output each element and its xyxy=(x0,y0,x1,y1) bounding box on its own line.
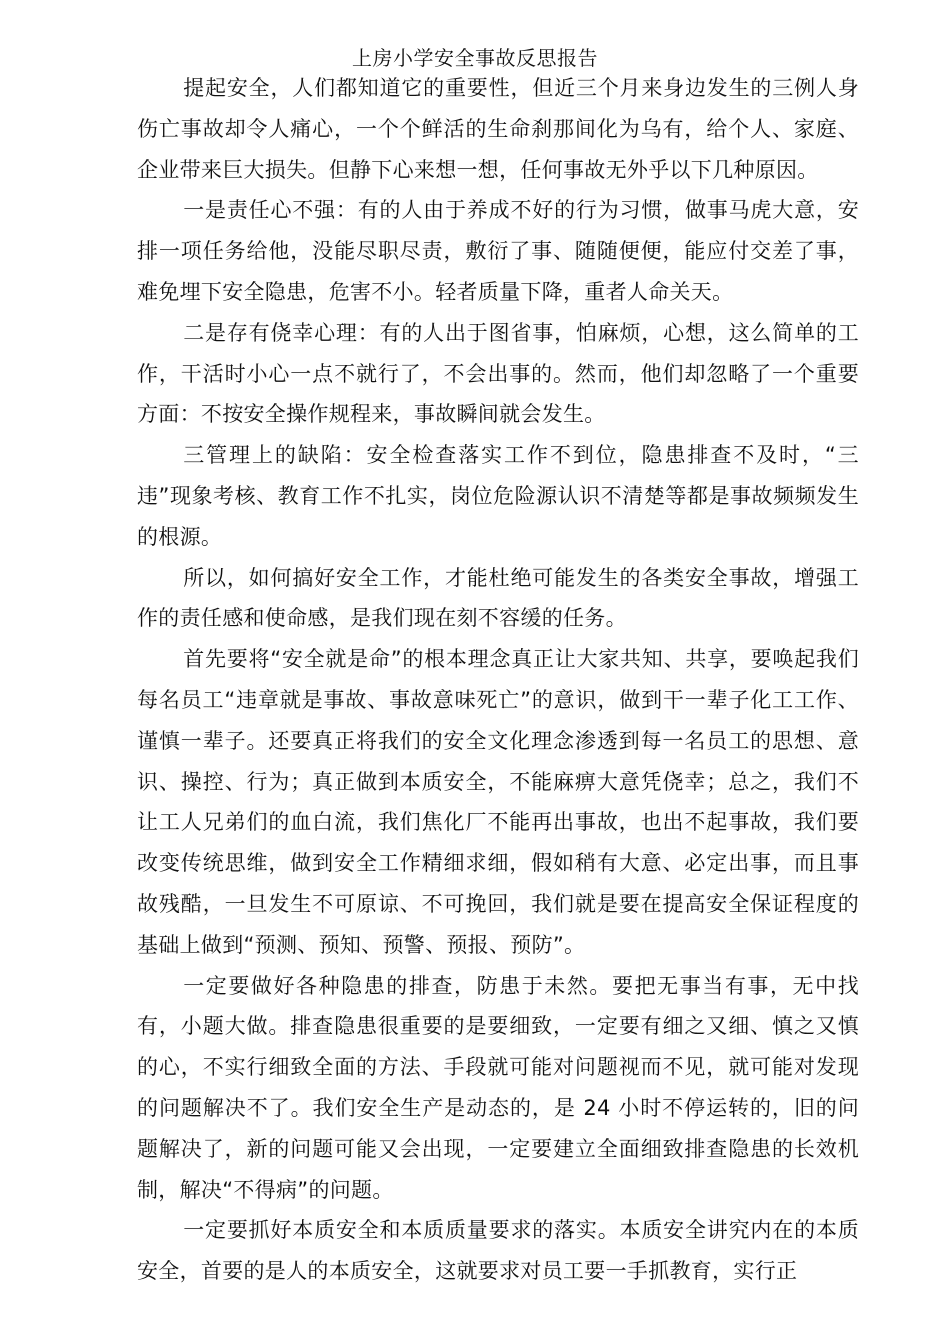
paragraph-2: 一是责任心不强：有的人由于养成不好的行为习惯，做事马虎大意，安排一项任务给他，没能尽职尽责，敷衍了事、随随便便，能应付交差了事，难免埋下安全隐患，危害不小。轻者质量下降，重者人命关天。 xyxy=(137,198,859,304)
paragraph-3: 二是存有侥幸心理：有的人出于图省事，怕麻烦，心想，这么简单的工作，干活时小心一点不就行了，不会出事的。然而，他们却忽略了一个重要方面：不按安全操作规程来，事故瞬间就会发生。 xyxy=(137,320,859,427)
document-body xyxy=(137,68,859,1292)
paragraph-7: 一定要做好各种隐患的排查，防患于未然。要把无事当有事，无中找有，小题大做。排查隐患很重要的是要细致，一定要有细之又细、慎之又慎的心，不实行细致全面的方法、手段就可能对问题视而不见，就可能对发现的问题解决不了。我们安全生产是动态的，是 24 小时不停运转的，旧的问题解决了，新的问题可能又会出现，一定要建立全面细致排查隐患的长效机制，解决“不得病”的问题。 xyxy=(137,973,859,1202)
paragraph-1: 提起安全，人们都知道它的重要性，但近三个月来身边发生的三例人身伤亡事故却令人痛心，一个个鲜活的生命刹那间化为乌有，给个人、家庭、企业带来巨大损失。但静下心来想一想，任何事故无外乎以下几种原因。 xyxy=(137,76,859,182)
document-title: 上房小学安全事故反思报告 xyxy=(352,46,598,70)
paragraph-4: 三管理上的缺陷：安全检查落实工作不到位，隐患排查不及时，“三违”现象考核、教育工作不扎实，岗位危险源认识不清楚等都是事故频频发生的根源。 xyxy=(137,443,859,549)
paragraph-5: 所以，如何搞好安全工作，才能杜绝可能发生的各类安全事故，增强工作的责任感和使命感，是我们现在刻不容缓的任务。 xyxy=(137,565,859,631)
paragraph-8: 一定要抓好本质安全和本质质量要求的落实。本质安全讲究内在的本质安全，首要的是人的本质安全，这就要求对员工要一手抓教育，实行正 xyxy=(137,1218,859,1284)
paragraph-6: 首先要将“安全就是命”的根本理念真正让大家共知、共享，要唤起我们每名员工“违章就是事故、事故意味死亡”的意识，做到干一辈子化工工作、谨慎一辈子。还要真正将我们的安全文化理念渗透到每一名员工的思想、意识、操控、行为；真正做到本质安全，不能麻痹大意凭侥幸；总之，我们不让工人兄弟们的血白流，我们焦化厂不能再出事故，也出不起事故，我们要改变传统思维，做到安全工作精细求细，假如稍有大意、必定出事，而且事故残酷，一旦发生不可原谅、不可挽回，我们就是要在提高安全保证程度的基础上做到“预测、预知、预警、预报、预防”。 xyxy=(137,647,859,957)
